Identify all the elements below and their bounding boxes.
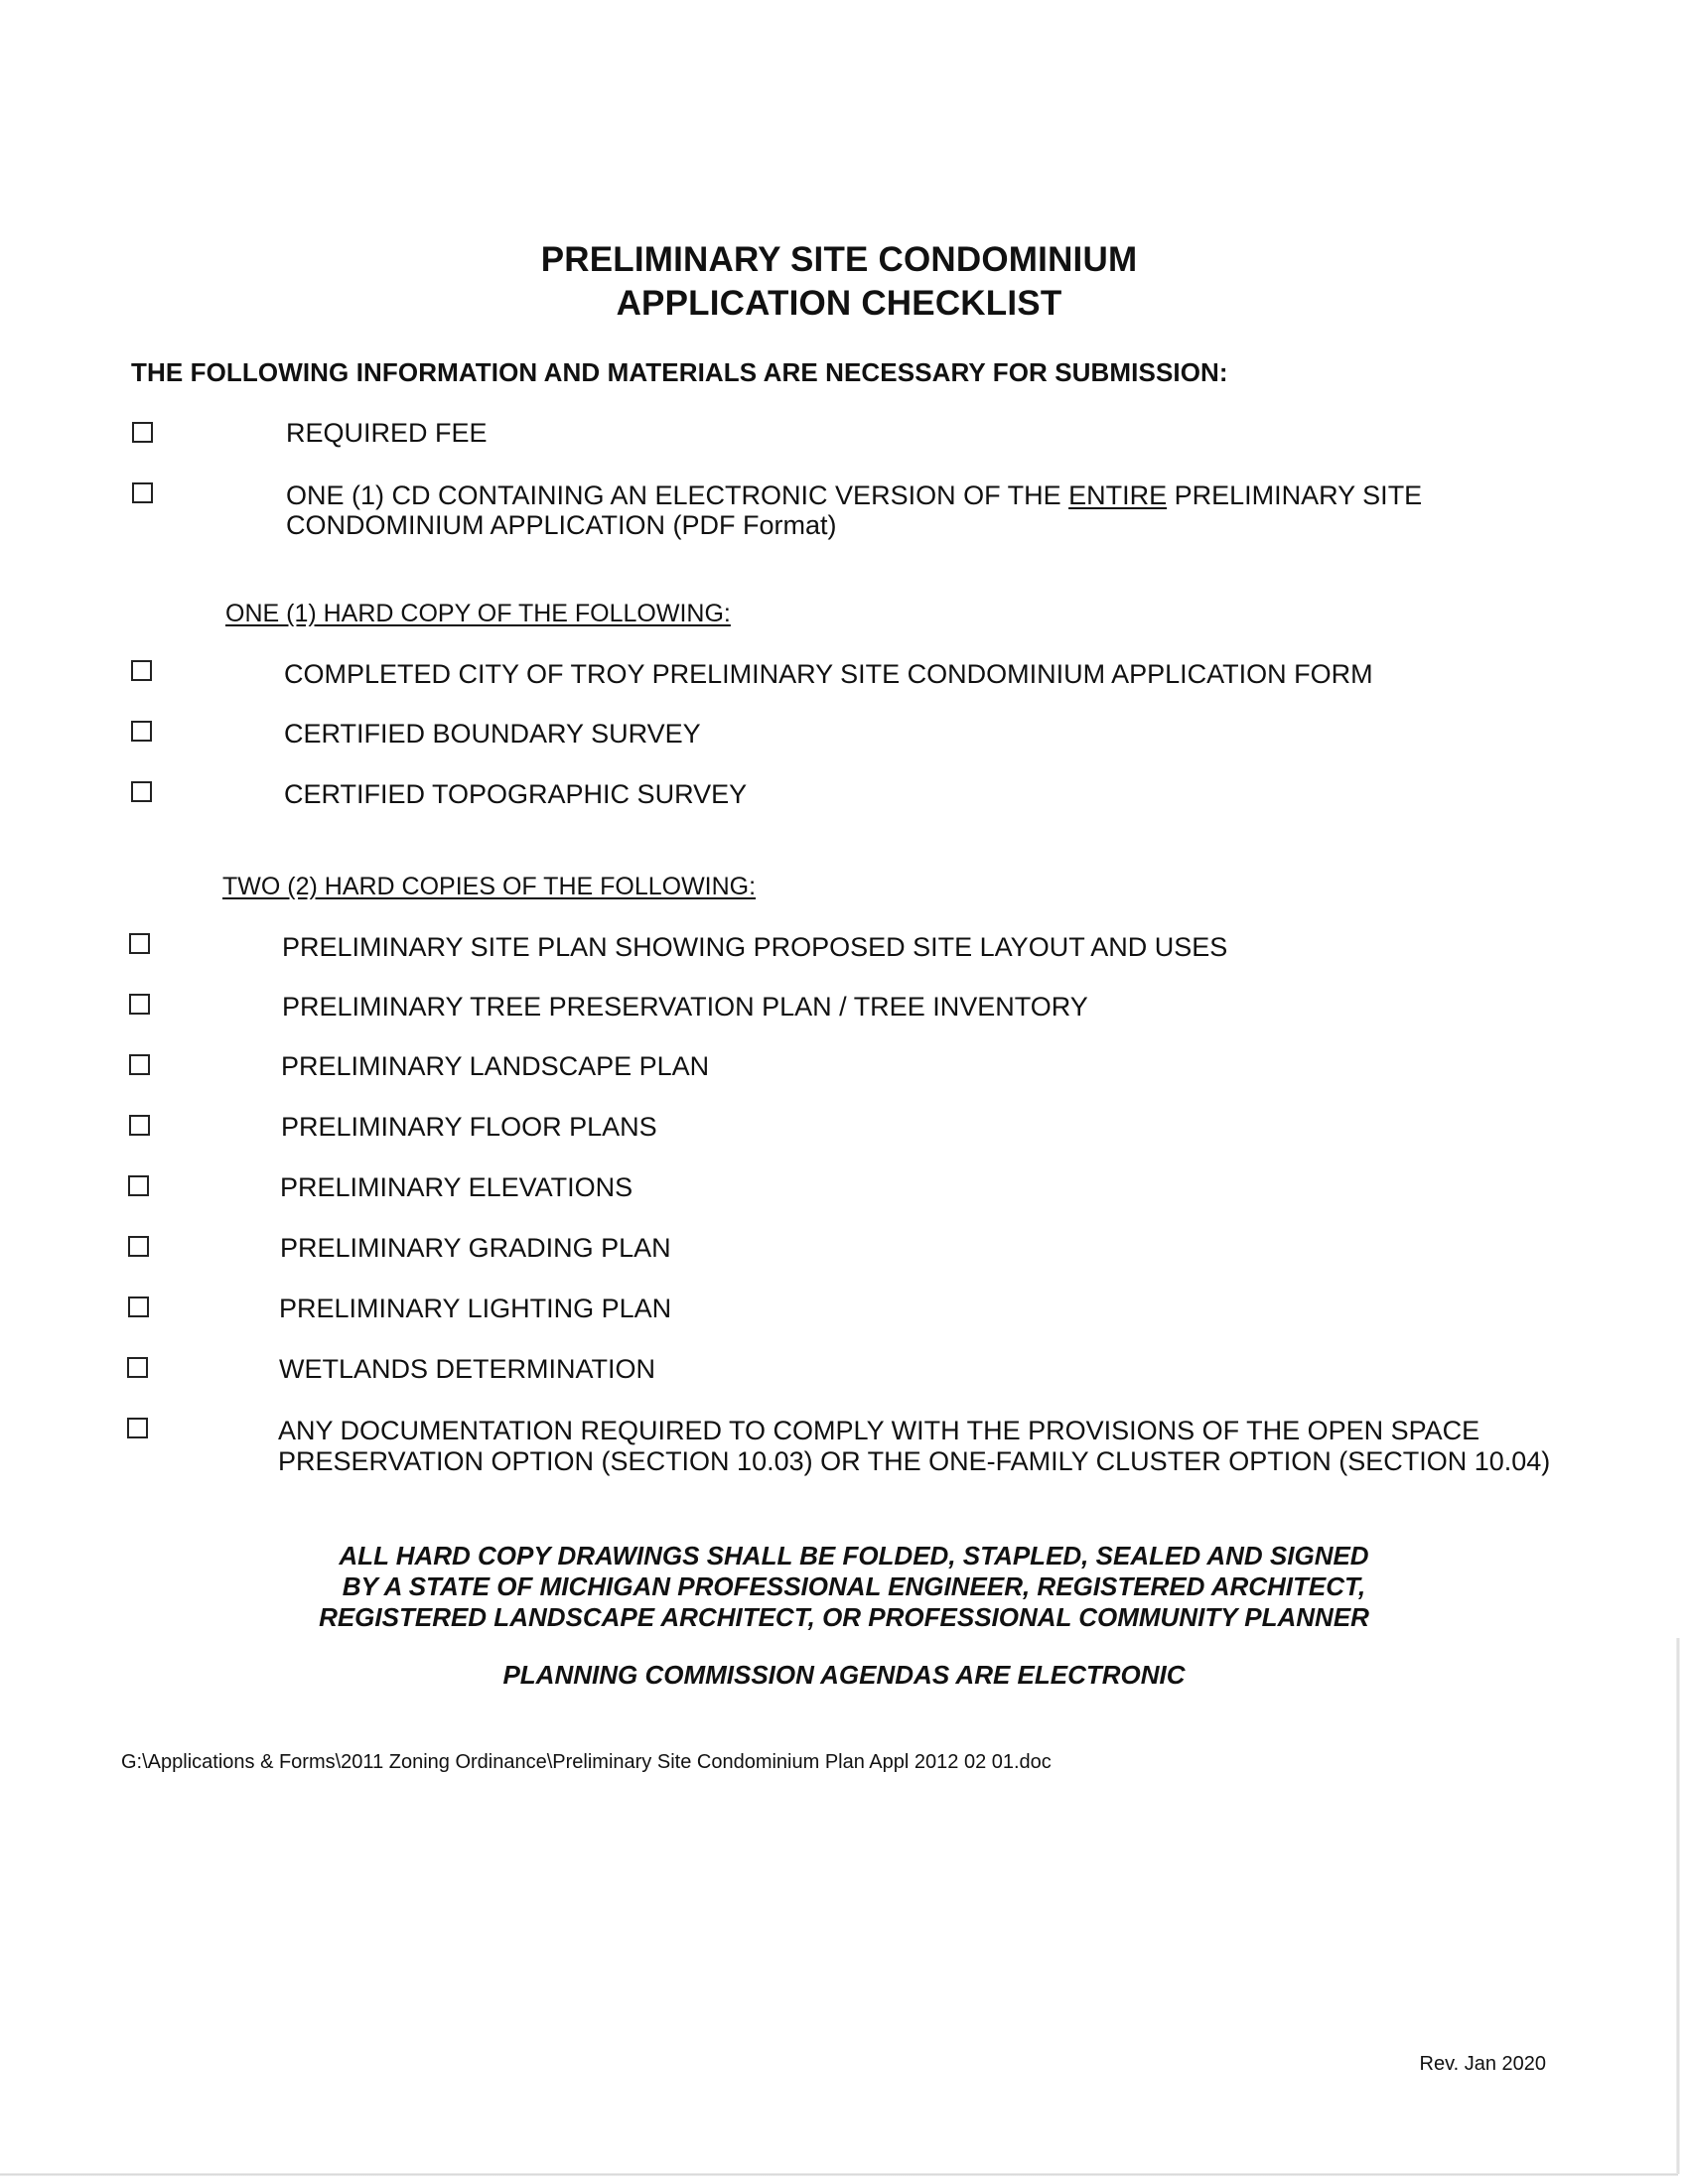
item-cd-text-underlined: ENTIRE (1068, 480, 1168, 510)
item-floor-plans: PRELIMINARY FLOOR PLANS (281, 1112, 657, 1142)
checkbox-site-plan[interactable] (129, 933, 150, 954)
page-title-line2: APPLICATION CHECKLIST (616, 284, 1062, 323)
notice-line2: BY A STATE OF MICHIGAN PROFESSIONAL ENGINEER, REGISTERED ARCHITECT, (342, 1571, 1366, 1601)
section-two-heading: TWO (2) HARD COPIES OF THE FOLLOWING: (222, 873, 757, 900)
checkbox-lighting-plan[interactable] (128, 1297, 149, 1317)
item-cd-electronic-line2: CONDOMINIUM APPLICATION (PDF Format) (286, 510, 837, 540)
notice-line3: REGISTERED LANDSCAPE ARCHITECT, OR PROFESSIONAL COMMUNITY PLANNER (319, 1602, 1369, 1632)
item-topographic-survey: CERTIFIED TOPOGRAPHIC SURVEY (284, 779, 748, 809)
item-landscape-plan: PRELIMINARY LANDSCAPE PLAN (281, 1051, 710, 1081)
checkbox-topographic-survey[interactable] (131, 781, 152, 802)
checkbox-floor-plans[interactable] (129, 1115, 150, 1136)
checkbox-tree-preservation[interactable] (129, 994, 150, 1015)
agenda-notice: PLANNING COMMISSION AGENDAS ARE ELECTRONIC (502, 1660, 1186, 1690)
checkbox-elevations[interactable] (128, 1175, 149, 1196)
item-boundary-survey: CERTIFIED BOUNDARY SURVEY (284, 719, 701, 749)
checkbox-landscape-plan[interactable] (129, 1054, 150, 1075)
revision-date: Rev. Jan 2020 (1419, 2053, 1546, 2075)
item-open-space-documentation-line1: ANY DOCUMENTATION REQUIRED TO COMPLY WITH THE PROVISIONS OF THE OPEN SPACE (278, 1416, 1480, 1445)
item-lighting-plan: PRELIMINARY LIGHTING PLAN (279, 1294, 672, 1323)
item-site-plan: PRELIMINARY SITE PLAN SHOWING PROPOSED SITE LAYOUT AND USES (282, 932, 1228, 962)
intro-heading: THE FOLLOWING INFORMATION AND MATERIALS ARE NECESSARY FOR SUBMISSION: (131, 357, 1228, 387)
page-shadow-right (1676, 1638, 1680, 2174)
item-tree-preservation: PRELIMINARY TREE PRESERVATION PLAN / TREE INVENTORY (282, 992, 1088, 1022)
section-one-heading: ONE (1) HARD COPY OF THE FOLLOWING: (225, 600, 731, 627)
checkbox-grading-plan[interactable] (128, 1236, 149, 1257)
page-title-line1: PRELIMINARY SITE CONDOMINIUM (540, 240, 1138, 279)
notice-line1: ALL HARD COPY DRAWINGS SHALL BE FOLDED, STAPLED, SEALED AND SIGNED (339, 1541, 1369, 1570)
item-open-space-documentation-line2: PRESERVATION OPTION (SECTION 10.03) OR THE ONE-FAMILY CLUSTER OPTION (SECTION 10.04) (278, 1446, 1551, 1476)
file-path-footer: G:\Applications & Forms\2011 Zoning Ordinance\Preliminary Site Condominium Plan Appl 2012 02 01.doc (121, 1751, 1052, 1773)
item-required-fee: REQUIRED FEE (286, 418, 488, 448)
checkbox-wetlands[interactable] (127, 1357, 148, 1378)
item-cd-text-after: PRELIMINARY SITE (1167, 480, 1423, 510)
item-cd-electronic-line1 (286, 480, 1422, 511)
item-wetlands: WETLANDS DETERMINATION (279, 1354, 656, 1384)
item-application-form: COMPLETED CITY OF TROY PRELIMINARY SITE CONDOMINIUM APPLICATION FORM (284, 659, 1373, 689)
checkbox-cd-electronic[interactable] (132, 482, 153, 503)
checkbox-required-fee[interactable] (132, 422, 153, 443)
item-elevations: PRELIMINARY ELEVATIONS (280, 1172, 633, 1202)
page-shadow-bottom (0, 2173, 1678, 2176)
item-cd-text-before: ONE (1) CD CONTAINING AN ELECTRONIC VERSION OF THE (286, 480, 1069, 510)
checkbox-open-space-documentation[interactable] (127, 1418, 148, 1438)
checkbox-application-form[interactable] (131, 660, 152, 681)
item-grading-plan: PRELIMINARY GRADING PLAN (280, 1233, 671, 1263)
checkbox-boundary-survey[interactable] (131, 721, 152, 742)
